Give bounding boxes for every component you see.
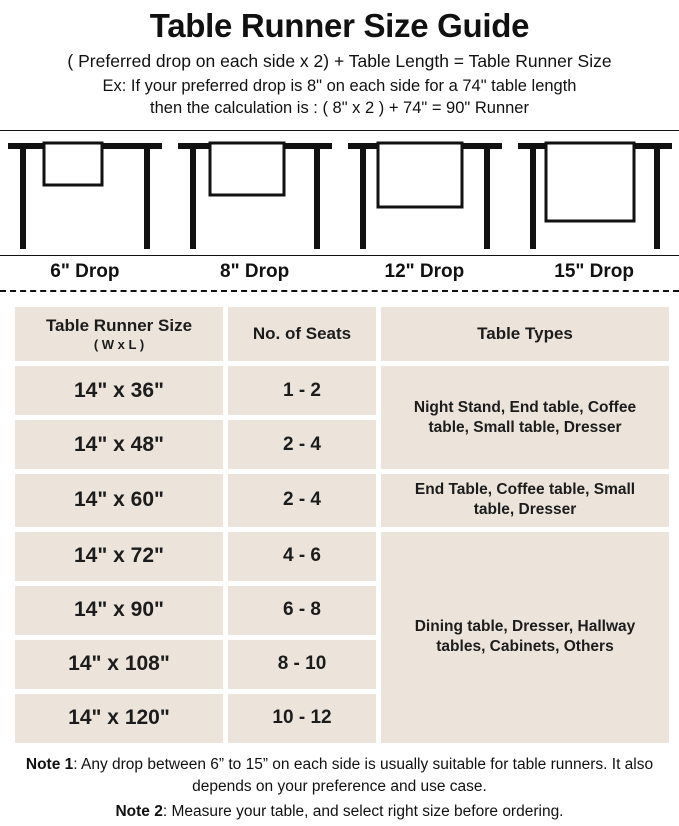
header-runner-size-sub: ( W x L )	[93, 336, 145, 352]
note-1-text: : Any drop between 6” to 15” on each side is usually suitable for table runners. It also depends on your preference and use case.	[73, 755, 654, 795]
table-drawing-15in	[510, 131, 679, 257]
size-table-wrap	[0, 292, 679, 747]
cell-seats: 2 - 4	[228, 474, 376, 526]
cell-runner-size: 14" x 108"	[15, 640, 223, 689]
cell-runner-size: 14" x 120"	[15, 694, 223, 743]
table-drawing-6in	[0, 131, 170, 257]
drop-label-15in: 15" Drop	[554, 261, 634, 283]
table-row	[15, 474, 669, 526]
size-table	[10, 302, 674, 747]
header	[0, 0, 679, 120]
cell-seats: 2 - 4	[228, 420, 376, 469]
cell-runner-size: 14" x 72"	[15, 532, 223, 581]
illustration-15-inch-drop	[510, 131, 679, 255]
cell-seats: 8 - 10	[228, 640, 376, 689]
table-row	[15, 532, 669, 581]
header-table-types: Table Types	[381, 307, 669, 361]
cell-runner-size: 14" x 36"	[15, 366, 223, 415]
cell-seats: 1 - 2	[228, 366, 376, 415]
drop-label-row	[0, 256, 679, 292]
cell-runner-size: 14" x 48"	[15, 420, 223, 469]
table-header-row	[15, 307, 669, 361]
cell-table-types: Dining table, Dresser, Hallway tables, Cabinets, Others	[381, 532, 669, 743]
cell-seats: 4 - 6	[228, 532, 376, 581]
header-runner-size-label: Table Runner Size	[45, 316, 193, 335]
cell-runner-size: 14" x 90"	[15, 586, 223, 635]
drop-label-6in: 6" Drop	[50, 261, 120, 283]
cell-table-types: Night Stand, End table, Coffee table, Small table, Dresser	[381, 366, 669, 469]
example-line-1: Ex: If your preferred drop is 8" on each side for a 74" table length	[102, 76, 577, 95]
note-1	[12, 754, 667, 798]
header-seats: No. of Seats	[228, 307, 376, 361]
table-row	[15, 366, 669, 415]
illustration-12-inch-drop	[340, 131, 510, 255]
cell-runner-size: 14" x 60"	[15, 474, 223, 526]
formula-text: ( Preferred drop on each side x 2) + Table Length = Table Runner Size	[67, 50, 612, 71]
note-1-label: Note 1	[25, 755, 74, 773]
drop-label-12in: 12" Drop	[384, 261, 465, 283]
illustration-8-inch-drop	[170, 131, 340, 255]
cell-seats: 10 - 12	[228, 694, 376, 743]
cell-seats: 6 - 8	[228, 586, 376, 635]
example-line-2: then the calculation is : ( 8" x 2 ) + 74" = 90" Runner	[150, 99, 529, 118]
page-title: Table Runner Size Guide	[149, 7, 530, 44]
note-2-label: Note 2	[115, 802, 163, 820]
note-2	[12, 801, 667, 823]
header-runner-size	[15, 307, 223, 361]
cell-table-types: End Table, Coffee table, Small table, Dresser	[381, 474, 669, 526]
note-2-text: : Measure your table, and select right size before ordering.	[162, 802, 564, 820]
drop-label-8in: 8" Drop	[220, 261, 290, 283]
notes-section	[0, 748, 679, 823]
illustration-6-inch-drop	[0, 131, 170, 255]
table-drop-illustrations	[0, 130, 679, 256]
table-drawing-8in	[170, 131, 340, 257]
table-drawing-12in	[340, 131, 510, 257]
